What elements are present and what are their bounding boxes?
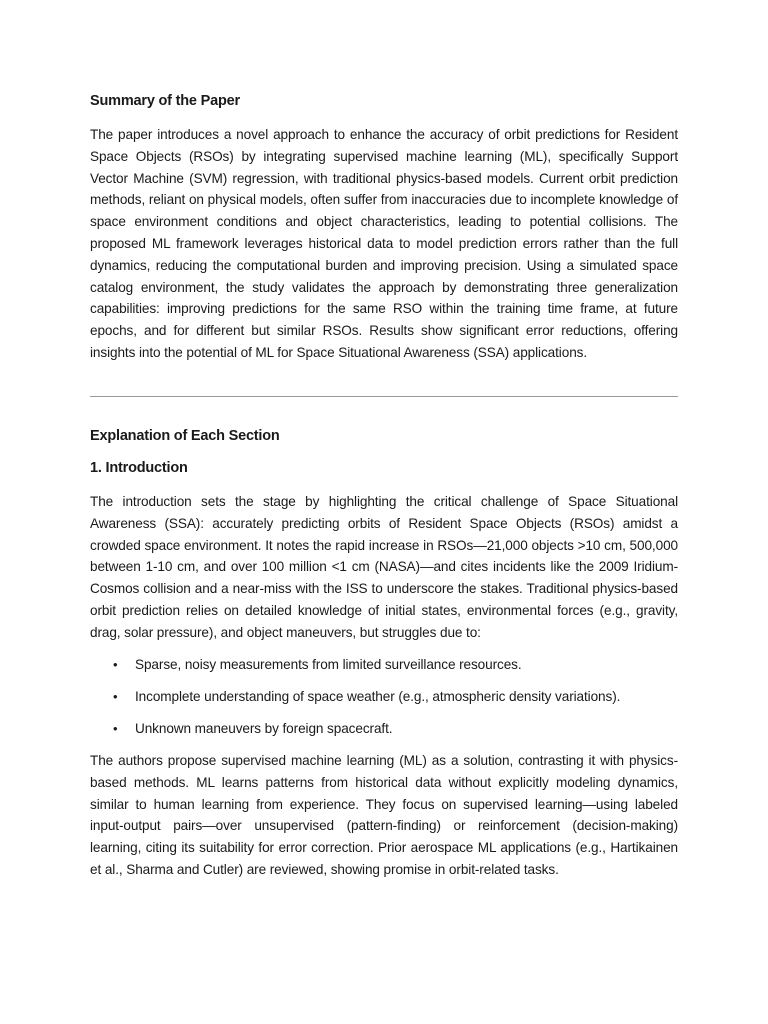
list-item xyxy=(90,718,678,750)
list-item-text: Sparse, noisy measurements from limited surveillance resources. xyxy=(135,657,522,672)
bullet-icon: • xyxy=(113,721,118,736)
bullet-icon: • xyxy=(113,657,118,672)
introduction-heading: 1. Introduction xyxy=(90,460,188,476)
section-divider xyxy=(90,396,678,397)
explanation-heading: Explanation of Each Section xyxy=(90,428,280,444)
summary-heading: Summary of the Paper xyxy=(90,93,240,109)
bullet-icon: • xyxy=(113,689,118,704)
introduction-paragraph: The introduction sets the stage by highlighting the critical challenge of Space Situational Awareness (SSA): accurately predicting orbits of Resident Space Objects (RSOs) amidst a crowded space environment. It notes the rapid increase in RSOs—21,000 objects >10 cm, 500,000 between 1-10 cm, and over 100 million <1 cm (NASA)—and cites incidents like the 2009 Iridium-Cosmos collision and a near-miss with the ISS to underscore the stakes. Traditional physics-based orbit prediction relies on detailed knowledge of initial states, environmental forces (e.g., gravity, drag, solar pressure), and object maneuvers, but struggles due to: xyxy=(90,494,678,640)
list-item-text: Incomplete understanding of space weather (e.g., atmospheric density variations). xyxy=(135,689,621,704)
summary-paragraph: The paper introduces a novel approach to enhance the accuracy of orbit predictions for Resident Space Objects (RSOs) by integrating supervised machine learning (ML), specifically Support Vector Machine (SVM) regression, with traditional physics-based models. Current orbit prediction methods, reliant on physical models, often suffer from inaccuracies due to incomplete knowledge of space environment conditions and object characteristics, leading to potential collisions. The proposed ML framework leverages historical data to model prediction errors rather than the full dynamics, reducing the computational burden and improving precision. Using a simulated space catalog environment, the study validates the approach by demonstrating three generalization capabilities: improving predictions for the same RSO within the training time frame, at future epochs, and for different but similar RSOs. Results show significant error reductions, offering insights into the potential of ML for Space Situational Awareness (SSA) applications. xyxy=(90,127,678,360)
list-item xyxy=(90,686,678,718)
list-item xyxy=(90,654,678,686)
challenges-list xyxy=(90,654,678,750)
list-item-text: Unknown maneuvers by foreign spacecraft. xyxy=(135,721,393,736)
proposal-paragraph: The authors propose supervised machine learning (ML) as a solution, contrasting it with physics-based methods. ML learns patterns from historical data without explicitly modeling dynamics, similar to human learning from experience. They focus on supervised learning—using labeled input-output pairs—over unsupervised (pattern-finding) or reinforcement (decision-making) learning, citing its suitability for error correction. Prior aerospace ML applications (e.g., Hartikainen et al., Sharma and Cutler) are reviewed, showing promise in orbit-related tasks. xyxy=(90,753,678,877)
